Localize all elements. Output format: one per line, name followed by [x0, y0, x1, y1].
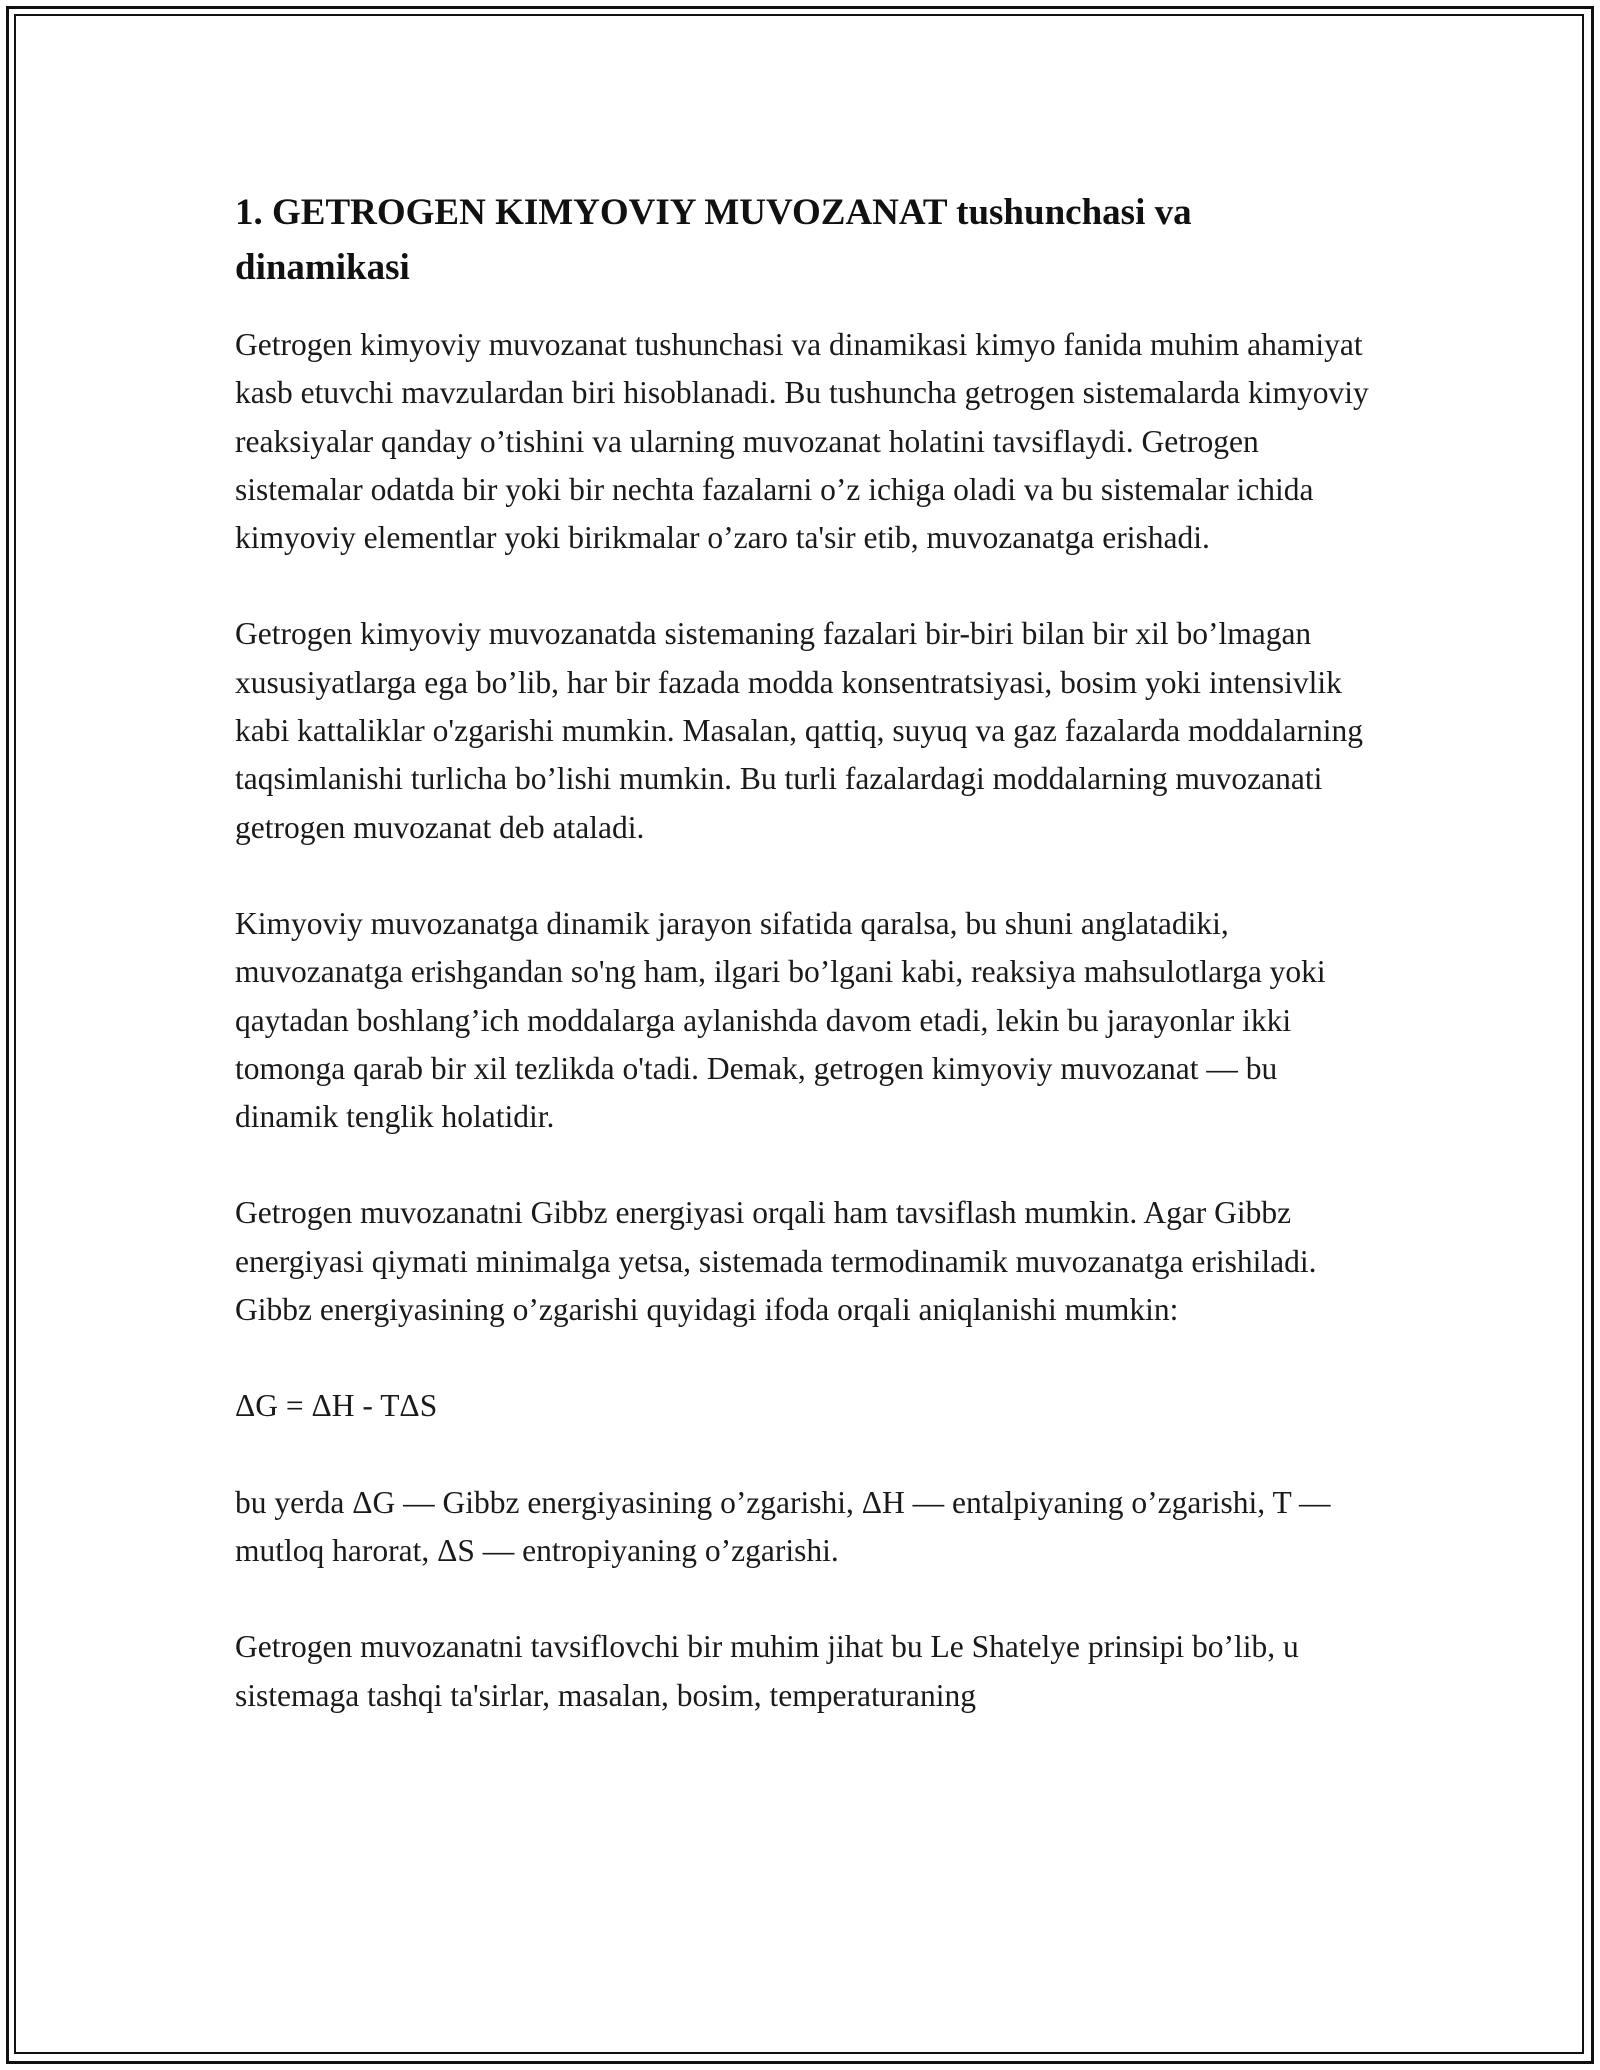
paragraph-dynamic: Kimyoviy muvozanatga dinamik jarayon sifatida qaralsa, bu shuni anglatadiki, muvozanatga erishgandan so'ng ham, ilgari bo’lgani kabi, reaksiya mahsulotlarga yoki qaytadan boshlang’ich moddalarga aylanishda davom etadi, lekin bu jarayonlar ikki tomonga qarab bir xil tezlikda o'tadi. Demak, getrogen kimyoviy muvozanat — bu dinamik tenglik holatidir. [235, 905, 1326, 1135]
paragraph-formula-legend: bu yerda ΔG — Gibbz energiyasining o’zgarishi, ΔH — entalpiyaning o’zgarishi, T — mutloq harorat, ΔS — entropiyaning o’zgarishi. [235, 1484, 1331, 1568]
paragraph-le-chatelier: Getrogen muvozanatni tavsiflovchi bir muhim jihat bu Le Shatelye prinsipi bo’lib, u sistemaga tashqi ta'sirlar, masalan, bosim, temperaturaning [235, 1629, 1299, 1713]
paragraph-phases: Getrogen kimyoviy muvozanatda sistemaning fazalari bir-biri bilan bir xil bo’lmagan xususiyatlarga ega bo’lib, har bir fazada modda konsentratsiyasi, bosim yoki intensivlik kabi kattaliklar o'zgarishi mumkin. Masalan, qattiq, suyuq va gaz fazalarda moddalarning taqsimlanishi turlicha bo’lishi mumkin. Bu turli fazalardagi moddalarning muvozanati getrogen muvozanat deb ataladi. [235, 616, 1363, 845]
formula-gibbs: ΔG = ΔH - TΔS [235, 1388, 438, 1424]
paragraph-intro: Getrogen kimyoviy muvozanat tushunchasi va dinamikasi kimyo fanida muhim ahamiyat kasb etuvchi mavzulardan biri hisoblanadi. Bu tushuncha getrogen sistemalarda kimyoviy reaksiyalar qanday o’tishini va ularning muvozanat holatini tavsiflaydi. Getrogen sistemalar odatda bir yoki bir nechta fazalarni o’z ichiga oladi va bu sistemalar ichida kimyoviy elementlar yoki birikmalar o’zaro ta'sir etib, muvozanatga erishadi. [235, 327, 1369, 556]
section-heading: 1. GETROGEN KIMYOVIY MUVOZANAT tushunchasi va dinamikasi [235, 192, 1192, 288]
paragraph-gibbs: Getrogen muvozanatni Gibbz energiyasi orqali ham tavsiflash mumkin. Agar Gibbz energiyasi qiymati minimalga yetsa, sistemada termodinamik muvozanatga erishiladi. Gibbz energiyasining o’zgarishi quyidagi ifoda orqali aniqlanishi mumkin: [235, 1195, 1317, 1328]
document-body [235, 185, 1370, 1720]
